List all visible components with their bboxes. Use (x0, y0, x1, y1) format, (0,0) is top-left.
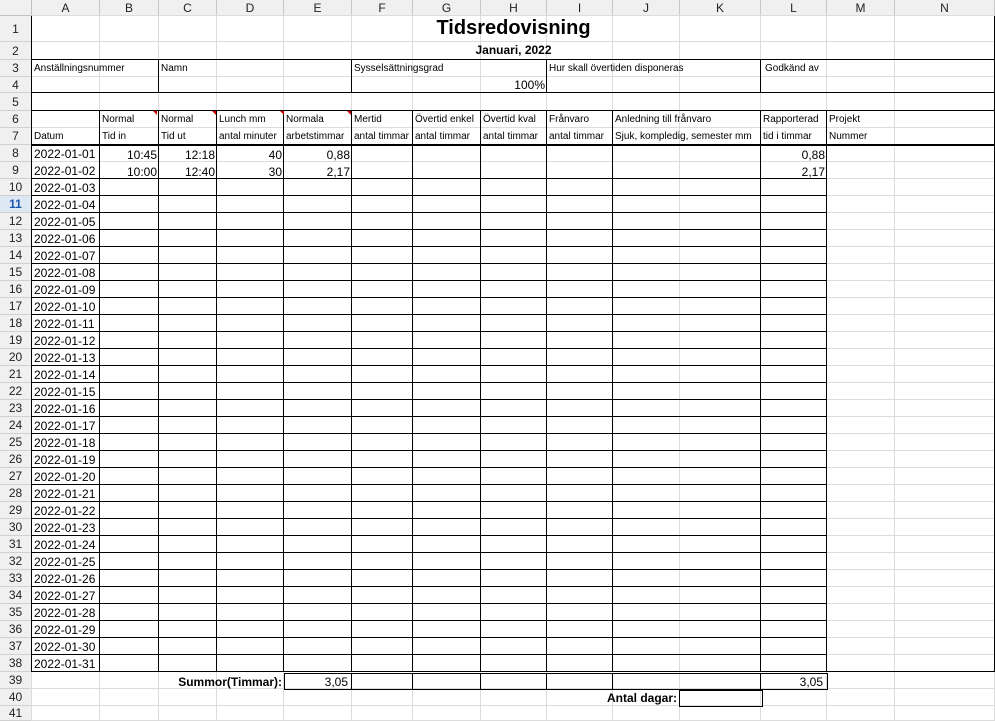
date-cell[interactable]: 2022-01-29 (34, 623, 96, 637)
row-header[interactable]: 17 (0, 298, 32, 315)
row-header[interactable]: 12 (0, 213, 32, 230)
header-lunch-2[interactable]: antal minuter (219, 131, 277, 142)
header-absence-reason-2[interactable]: Sjuk, kompledig, semester mm (615, 131, 752, 142)
row-header[interactable]: 6 (0, 111, 32, 128)
header-overtime-qual-1[interactable]: Övertid kval (483, 114, 536, 125)
header-date[interactable]: Datum (34, 131, 64, 142)
row-header[interactable]: 25 (0, 434, 32, 451)
row-header[interactable]: 20 (0, 349, 32, 366)
date-cell[interactable]: 2022-01-05 (34, 215, 96, 229)
header-overtime-qual-2[interactable]: antal timmar (483, 131, 539, 142)
gridline (32, 705, 995, 706)
column-header[interactable]: B (100, 0, 159, 16)
cell-border (32, 110, 995, 111)
cell-border (760, 59, 761, 92)
row-header[interactable]: 27 (0, 468, 32, 485)
date-cell[interactable]: 2022-01-30 (34, 640, 96, 654)
cell-border (32, 603, 827, 604)
cell-tid-in[interactable]: 10:45 (126, 148, 157, 162)
row-header[interactable]: 8 (0, 145, 32, 162)
row-header[interactable]: 33 (0, 570, 32, 587)
date-cell[interactable]: 2022-01-02 (34, 164, 96, 178)
cell-border (351, 673, 352, 690)
date-cell[interactable]: 2022-01-19 (34, 453, 96, 467)
cell-border (32, 365, 827, 366)
column-header[interactable]: D (217, 0, 284, 16)
cell-border (32, 450, 827, 451)
column-header[interactable]: F (352, 0, 413, 16)
cell-reported-hours[interactable]: 0,88 (801, 148, 825, 162)
row-header[interactable]: 14 (0, 247, 32, 264)
summary-label[interactable]: Summor(Timmar): (178, 675, 282, 689)
cell-border (32, 552, 827, 553)
column-header[interactable]: A (32, 0, 100, 16)
date-cell[interactable]: 2022-01-13 (34, 351, 96, 365)
column-header[interactable]: J (613, 0, 680, 16)
cell-border (32, 654, 827, 655)
cell-border (762, 690, 763, 707)
header-mertid-1[interactable]: Mertid (354, 114, 382, 125)
cell-border (32, 382, 827, 383)
cell-border (32, 484, 827, 485)
employment-rate-value[interactable]: 100% (514, 78, 545, 92)
row-header[interactable]: 36 (0, 621, 32, 638)
row-header[interactable]: 28 (0, 485, 32, 502)
row-header[interactable]: 7 (0, 128, 32, 145)
row-header[interactable]: 19 (0, 332, 32, 349)
header-overtime-simple-1[interactable]: Övertid enkel (415, 114, 474, 125)
cell-border (32, 569, 827, 570)
gridline (894, 16, 895, 721)
header-reported-2[interactable]: tid i timmar (763, 131, 812, 142)
cell-tid-ut[interactable]: 12:40 (184, 165, 215, 179)
cell-border (32, 314, 827, 315)
row-header[interactable]: 32 (0, 553, 32, 570)
comment-indicator[interactable] (212, 111, 216, 115)
header-tid-in-2[interactable]: Tid in (102, 131, 127, 142)
row-header[interactable]: 18 (0, 315, 32, 332)
cell-border (32, 501, 827, 502)
cell-tid-in[interactable]: 10:00 (126, 165, 157, 179)
cell-border (32, 399, 827, 400)
cell-border (32, 348, 827, 349)
date-cell[interactable]: 2022-01-07 (34, 249, 96, 263)
cell-border (32, 212, 827, 213)
row-header[interactable]: 23 (0, 400, 32, 417)
cell-border (32, 263, 827, 264)
date-cell[interactable]: 2022-01-24 (34, 538, 96, 552)
cell-border (679, 690, 763, 691)
date-cell[interactable]: 2022-01-22 (34, 504, 96, 518)
header-overtime-simple-2[interactable]: antal timmar (415, 131, 471, 142)
header-tid-ut-2[interactable]: Tid ut (161, 131, 186, 142)
sheet-subtitle[interactable]: Januari, 2022 (475, 43, 552, 57)
summary-reported-total[interactable]: 3,05 (799, 675, 823, 689)
cell-border (32, 144, 995, 146)
date-cell[interactable]: 2022-01-17 (34, 419, 96, 433)
row-header[interactable]: 34 (0, 587, 32, 604)
date-cell[interactable]: 2022-01-16 (34, 402, 96, 416)
row-header[interactable]: 31 (0, 536, 32, 553)
date-cell[interactable]: 2022-01-14 (34, 368, 96, 382)
name-label[interactable]: Namn (161, 63, 188, 74)
select-all-corner[interactable] (0, 0, 32, 16)
cell-border (480, 673, 481, 690)
row-header[interactable]: 4 (0, 77, 32, 93)
comment-indicator[interactable] (280, 111, 284, 115)
row-header[interactable]: 2 (0, 42, 32, 60)
cell-border (32, 195, 827, 196)
date-cell[interactable]: 2022-01-08 (34, 266, 96, 280)
cell-border (760, 673, 761, 690)
cell-border (32, 535, 827, 536)
employment-rate-label[interactable]: Sysselsättningsgrad (354, 63, 444, 74)
header-normal-1[interactable]: Normala (286, 114, 324, 125)
date-cell[interactable]: 2022-01-12 (34, 334, 96, 348)
row-header[interactable]: 10 (0, 179, 32, 196)
cell-border (284, 673, 828, 674)
header-tid-in-1[interactable]: Normal (102, 114, 135, 125)
cell-lunch[interactable]: 40 (268, 148, 282, 162)
cell-border (32, 229, 827, 230)
sheet-title[interactable]: Tidsredovisning (436, 17, 591, 39)
comment-indicator[interactable] (347, 111, 351, 115)
date-cell[interactable]: 2022-01-26 (34, 572, 96, 586)
date-cell[interactable]: 2022-01-21 (34, 487, 96, 501)
date-cell[interactable]: 2022-01-01 (34, 147, 96, 161)
column-header[interactable]: K (680, 0, 761, 16)
row-header[interactable]: 40 (0, 689, 32, 706)
header-project-2[interactable]: Nummer (829, 131, 868, 142)
comment-indicator[interactable] (153, 111, 157, 115)
date-cell[interactable]: 2022-01-09 (34, 283, 96, 297)
row-header[interactable]: 38 (0, 655, 32, 672)
column-header[interactable]: M (827, 0, 895, 16)
row-header[interactable]: 30 (0, 519, 32, 536)
header-mertid-2[interactable]: antal timmar (354, 131, 410, 142)
header-normal-2[interactable]: arbetstimmar (286, 131, 345, 142)
header-absence-reason-1[interactable]: Anledning till frånvaro (615, 114, 712, 125)
cell-reported-hours[interactable]: 2,17 (801, 165, 825, 179)
header-absence-1[interactable]: Frånvaro (549, 114, 590, 125)
row-header[interactable]: 29 (0, 502, 32, 519)
cell-border (32, 331, 827, 332)
cell-border (32, 433, 827, 434)
row-header[interactable]: 15 (0, 264, 32, 281)
days-count-label[interactable]: Antal dagar: (606, 691, 677, 705)
date-cell[interactable]: 2022-01-23 (34, 521, 96, 535)
row-header[interactable]: 24 (0, 417, 32, 434)
date-cell[interactable]: 2022-01-04 (34, 198, 96, 212)
employee-number-label[interactable]: Anställningsnummer (34, 63, 125, 74)
header-tid-ut-1[interactable]: Normal (161, 114, 194, 125)
row-header[interactable]: 1 (0, 16, 32, 42)
header-project-1[interactable]: Projekt (829, 114, 861, 125)
cell-border (284, 673, 285, 690)
cell-normal-hours[interactable]: 0,88 (326, 148, 350, 162)
column-header[interactable]: N (895, 0, 995, 16)
approved-by-label[interactable]: Godkänd av (765, 63, 819, 74)
cell-border (32, 637, 827, 638)
cell-border (827, 673, 828, 690)
row-header[interactable]: 39 (0, 672, 32, 689)
row-header[interactable]: 35 (0, 604, 32, 621)
row-header[interactable]: 26 (0, 451, 32, 468)
column-header[interactable]: C (159, 0, 217, 16)
row-header[interactable]: 22 (0, 383, 32, 400)
cell-border (32, 246, 827, 247)
cell-border (546, 673, 547, 690)
cell-border (32, 59, 995, 60)
row-header[interactable]: 13 (0, 230, 32, 247)
row-header[interactable]: 9 (0, 162, 32, 179)
date-cell[interactable]: 2022-01-10 (34, 300, 96, 314)
cell-border (32, 467, 827, 468)
cell-border (32, 280, 827, 281)
column-header[interactable]: G (413, 0, 481, 16)
date-cell[interactable]: 2022-01-25 (34, 555, 96, 569)
date-cell[interactable]: 2022-01-03 (34, 181, 96, 195)
cell-tid-ut[interactable]: 12:18 (184, 148, 215, 162)
date-cell[interactable]: 2022-01-18 (34, 436, 96, 450)
date-cell[interactable]: 2022-01-15 (34, 385, 96, 399)
header-reported-1[interactable]: Rapporterad (763, 114, 819, 125)
cell-border (32, 620, 827, 621)
cell-border (32, 586, 827, 587)
row-header[interactable]: 21 (0, 366, 32, 383)
column-header[interactable]: E (284, 0, 352, 16)
date-cell[interactable]: 2022-01-20 (34, 470, 96, 484)
cell-lunch[interactable]: 30 (268, 165, 282, 179)
row-header[interactable]: 37 (0, 638, 32, 655)
row-header[interactable]: 16 (0, 281, 32, 298)
summary-normal-total[interactable]: 3,05 (324, 675, 348, 689)
cell-border (32, 297, 827, 298)
row-header[interactable]: 41 (0, 706, 32, 721)
cell-border (32, 518, 827, 519)
cell-border (679, 706, 763, 707)
date-cell[interactable]: 2022-01-28 (34, 606, 96, 620)
cell-normal-hours[interactable]: 2,17 (326, 165, 350, 179)
cell-border (31, 92, 32, 110)
column-header[interactable]: I (547, 0, 613, 16)
cell-border (612, 673, 613, 690)
row-header[interactable]: 11 (0, 196, 32, 213)
cell-border (412, 673, 413, 690)
date-cell[interactable]: 2022-01-11 (34, 317, 95, 331)
cell-border (32, 416, 827, 417)
row-header[interactable]: 5 (0, 93, 32, 111)
overtime-label[interactable]: Hur skall övertiden disponeras (549, 63, 684, 74)
column-header[interactable]: L (761, 0, 827, 16)
header-absence-2[interactable]: antal timmar (549, 131, 605, 142)
gridline (32, 127, 995, 128)
date-cell[interactable]: 2022-01-06 (34, 232, 96, 246)
cell-border (32, 671, 995, 672)
date-cell[interactable]: 2022-01-27 (34, 589, 96, 603)
row-header[interactable]: 3 (0, 60, 32, 77)
cell-border (679, 690, 680, 707)
column-header[interactable]: H (481, 0, 547, 16)
header-lunch-1[interactable]: Lunch mm (219, 114, 266, 125)
date-cell[interactable]: 2022-01-31 (34, 657, 96, 671)
